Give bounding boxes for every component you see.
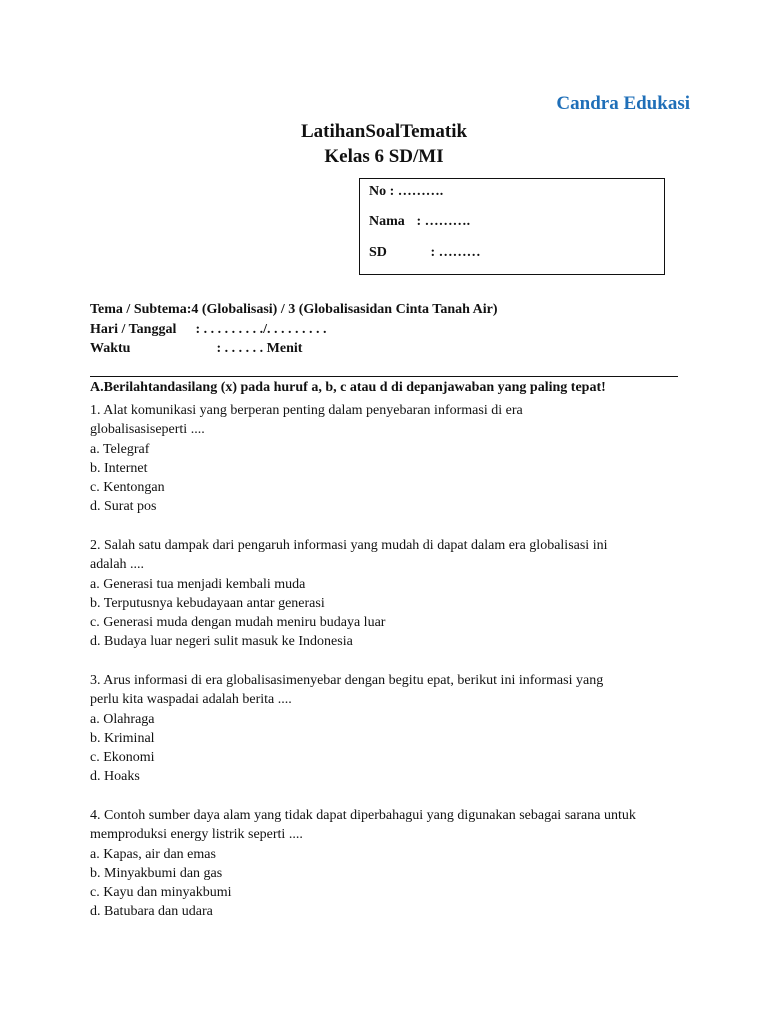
number-label: No : — [369, 184, 395, 199]
number-blank: ………. — [397, 184, 444, 199]
question-text: 1. Alat komunikasi yang berperan penting dalam penyebaran informasi di era — [90, 403, 523, 418]
question-1 — [90, 401, 690, 517]
option-d: d. Hoaks — [90, 769, 140, 785]
option-a: a. Generasi tua menjadi kembali muda — [90, 576, 306, 592]
question-text-cont: adalah .... — [90, 557, 145, 573]
question-text: 4. Contoh sumber daya alam yang tidak dapat diperbahagui yang digunakan sebagai sarana untuk — [90, 808, 636, 823]
time-row — [90, 341, 302, 357]
worksheet-title: LatihanSoalTematik — [300, 121, 468, 142]
divider-line — [90, 376, 678, 377]
option-d: d. Budaya luar negeri sulit masuk ke Indonesia — [90, 634, 353, 650]
question-text: 2. Salah satu dampak dari pengaruh informasi yang mudah di dapat dalam era globalisasi ini — [90, 538, 608, 553]
option-a: a. Olahraga — [90, 711, 155, 727]
option-a: a. Kapas, air dan emas — [90, 846, 216, 862]
question-4 — [90, 806, 690, 922]
question-3 — [90, 671, 690, 787]
question-text-cont: memproduksi energy listrik seperti .... — [90, 827, 303, 843]
date-row — [90, 322, 327, 338]
name-label: Nama — [369, 214, 405, 229]
school-blank: : ……… — [430, 245, 481, 260]
theme-subtheme: Tema / Subtema:4 (Globalisasi) / 3 (Globalisasidan Cinta Tanah Air) — [90, 302, 498, 317]
option-c: c. Kayu dan minyakbumi — [90, 885, 232, 901]
question-2 — [90, 536, 690, 652]
worksheet-grade: Kelas 6 SD/MI — [324, 146, 444, 167]
option-b: b. Kriminal — [90, 730, 155, 746]
brand-name: Candra Edukasi — [556, 93, 690, 114]
question-text-cont: perlu kita waspadai adalah berita .... — [90, 692, 292, 708]
option-c: c. Generasi muda dengan mudah meniru budaya luar — [90, 615, 386, 631]
date-blank: : . . . . . . . . ./. . . . . . . . . — [195, 322, 327, 337]
option-b: b. Terputusnya kebudayaan antar generasi — [90, 595, 325, 611]
date-label: Hari / Tanggal — [90, 322, 177, 337]
option-a: a. Telegraf — [90, 441, 150, 457]
section-instruction: A.Berilahtandasilang (x) pada huruf a, b, c atau d di depanjawaban yang paling tepat! — [90, 380, 606, 395]
option-d: d. Surat pos — [90, 499, 157, 515]
option-c: c. Ekonomi — [90, 750, 155, 766]
option-b: b. Internet — [90, 460, 148, 476]
option-c: c. Kentongan — [90, 480, 165, 496]
option-d: d. Batubara dan udara — [90, 904, 213, 920]
question-text-cont: globalisasiseperti .... — [90, 422, 205, 438]
number-row — [369, 184, 443, 200]
school-row — [369, 245, 481, 261]
time-label: Waktu — [90, 341, 131, 356]
question-text: 3. Arus informasi di era globalisasimenyebar dengan begitu epat, berikut ini informasi yang — [90, 673, 604, 688]
student-identity-box — [359, 178, 665, 275]
school-label: SD — [369, 245, 387, 260]
option-b: b. Minyakbumi dan gas — [90, 865, 223, 881]
time-blank: : . . . . . . Menit — [216, 341, 303, 356]
name-blank: : ………. — [416, 214, 471, 229]
name-row — [369, 214, 470, 230]
